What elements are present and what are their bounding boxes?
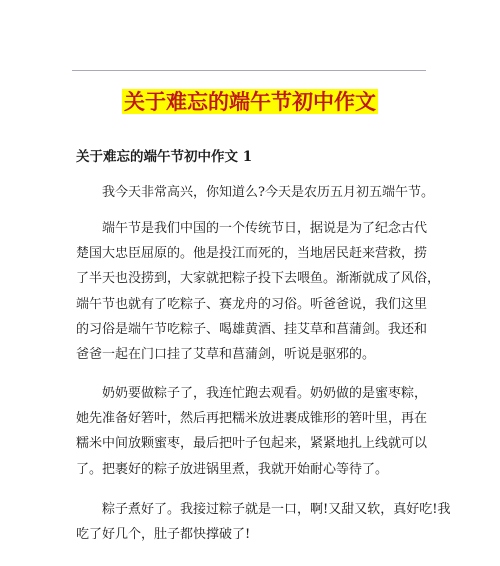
paragraph-line: 楚国大忠臣屈原的。他是投江而死的，当地居民赶来营救，捞 [76, 246, 428, 262]
paragraph-line: 粽子煮好了。我接过粽子就是一口，啊!又甜又软，真好吃!我 [102, 502, 451, 517]
paragraph-line: 了。把裹好的粽子放进锅里煮，我就开始耐心等待了。 [76, 461, 389, 477]
section-heading: 关于难忘的端午节初中作文 1 [76, 149, 253, 165]
header-divider [72, 70, 426, 71]
paragraph-line: 端午节是我们中国的一个传统节日，据说是为了纪念古代 [102, 221, 428, 236]
paragraph-4 [76, 497, 451, 547]
document-title [0, 86, 500, 118]
paragraph-line: 我今天非常高兴，你知道么?今天是农历五月初五端午节。 [102, 185, 434, 200]
paragraph-line: 端午节也就有了吃粽子、赛龙舟的习俗。听爸爸说，我们这里 [76, 296, 428, 312]
document-title-text: 关于难忘的端午节初中作文 [124, 89, 376, 114]
paragraph-line: 的习俗是端午节吃粽子、喝雄黄酒、挂艾草和菖蒲剑。我还和 [76, 321, 428, 337]
paragraph-3 [76, 381, 446, 482]
paragraph-line: 爸爸一起在门口挂了艾草和菖蒲剑，听说是驱邪的。 [76, 347, 376, 363]
paragraph-line: 她先准备好箬叶，然后再把糯米放进裹成锥形的箬叶里，再在 [76, 411, 428, 427]
paragraph-line: 糯米中间放颗蜜枣，最后把叶子包起来，紧紧地扎上线就可以 [76, 436, 428, 452]
paragraph-line: 奶奶要做粽子了，我连忙跑去观看。奶奶做的是蜜枣粽， [102, 386, 428, 401]
paragraph-1 [76, 180, 446, 205]
paragraph-2 [76, 216, 446, 367]
paragraph-line: 吃了好几个，肚子都快撑破了! [76, 527, 251, 543]
paragraph-line: 了半天也没捞到，大家就把粽子投下去喂鱼。渐渐就成了风俗， [76, 271, 441, 287]
